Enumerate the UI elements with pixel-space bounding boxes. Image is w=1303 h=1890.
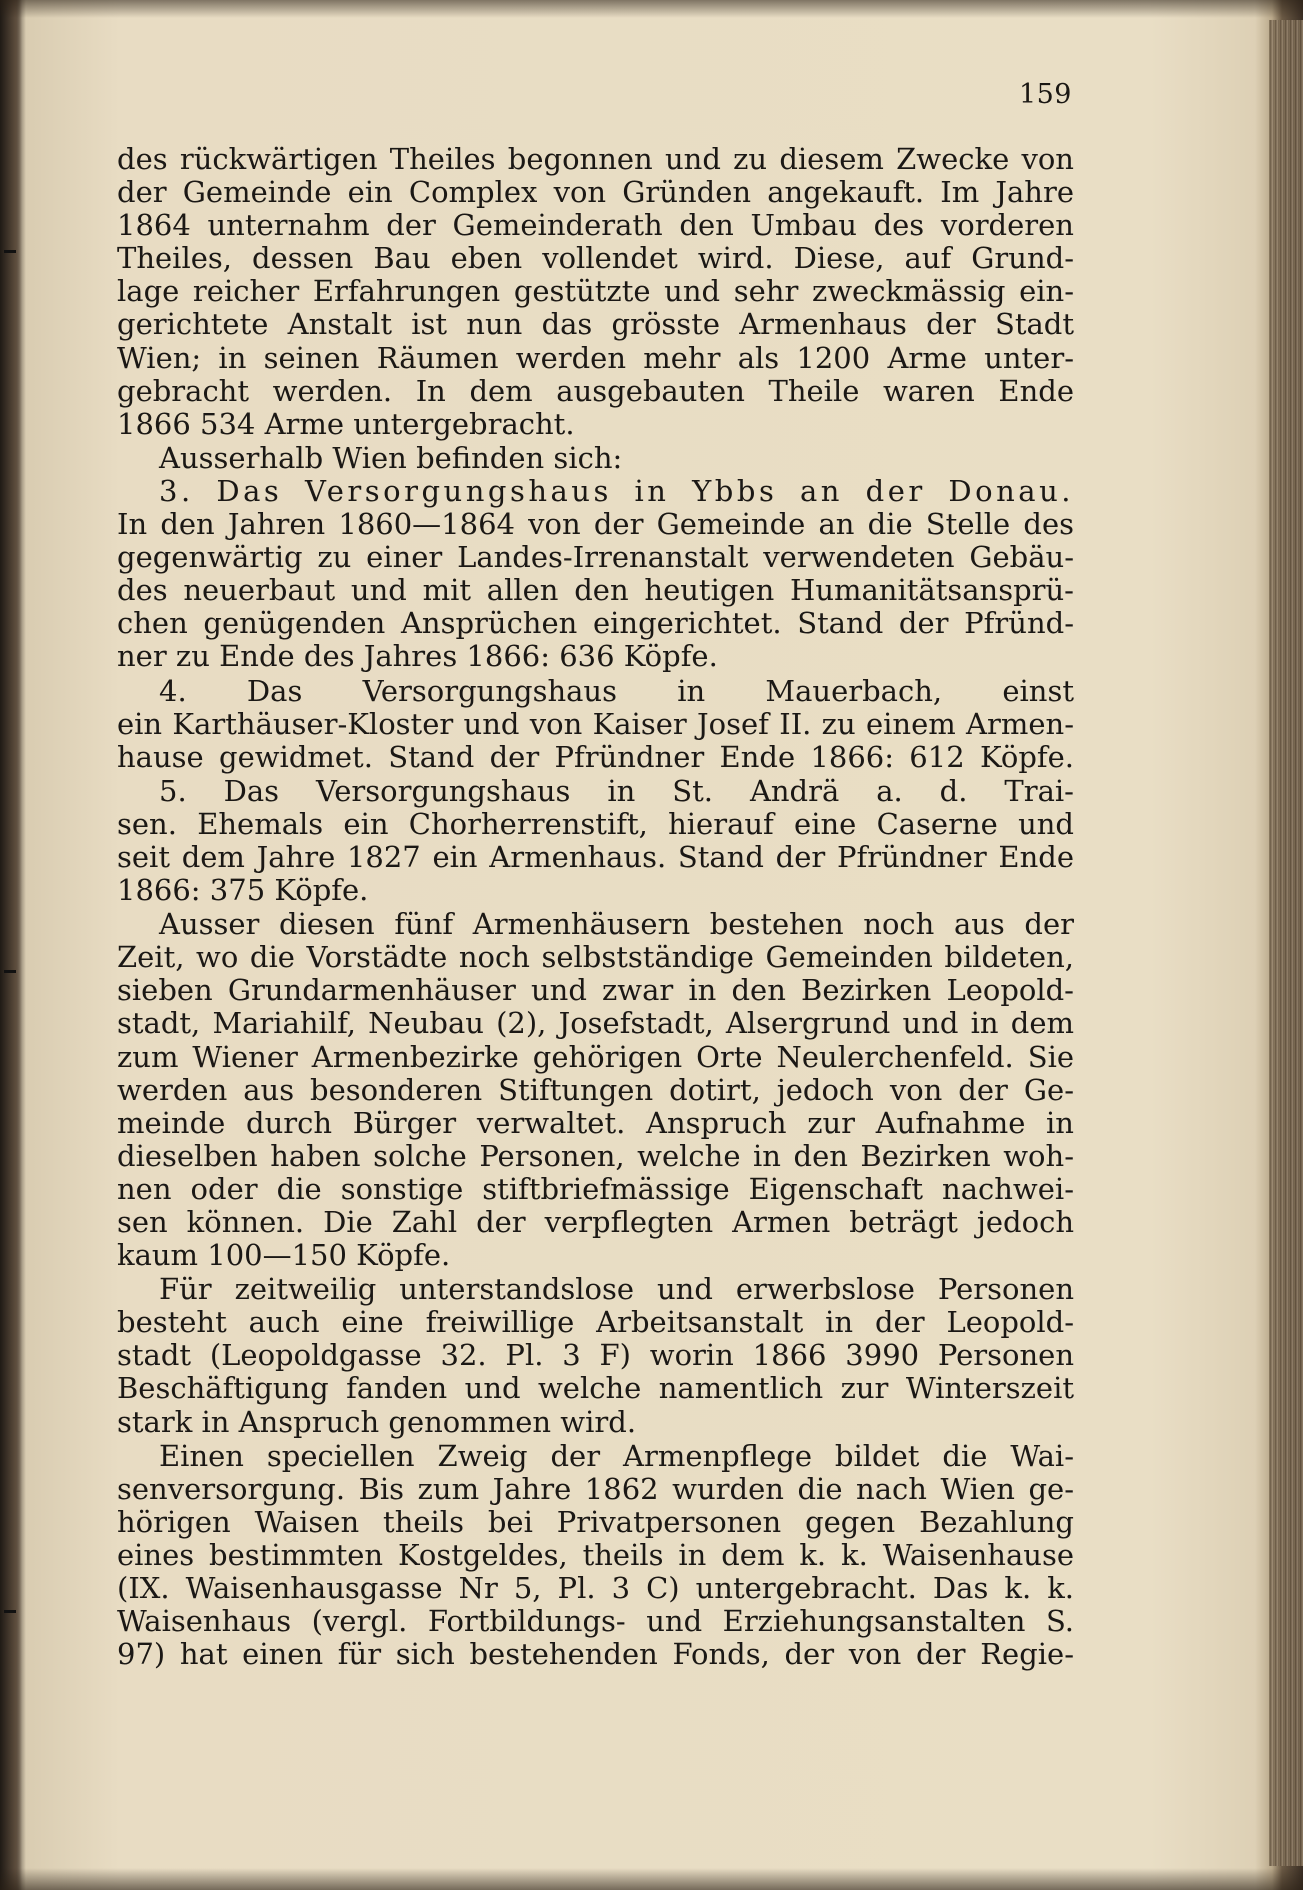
binding-stitch xyxy=(4,970,16,973)
text-line: seit dem Jahre 1827 ein Armenhaus. Stand der Pfründner Ende xyxy=(117,839,1074,874)
text-line: gerichtete Anstalt ist nun das grösste Armenhaus der Stadt xyxy=(117,307,1074,342)
text-line: lage reicher Erfahrungen gestützte und sehr zweckmässig ein- xyxy=(117,274,1074,309)
text-line: (IX. Waisenhausgasse Nr 5, Pl. 3 C) untergebracht. Das k. k. xyxy=(117,1571,1074,1606)
text-line: Wien; in seinen Räumen werden mehr als 1200 Arme unter- xyxy=(117,340,1074,375)
book-spine-edge xyxy=(0,0,22,1890)
page-shadow-top xyxy=(0,0,1303,18)
section-heading: 4. Das Versorgungshaus in Mauerbach, einst xyxy=(159,673,1074,708)
text-line: Ausser diesen fünf Armenhäusern bestehen noch aus der xyxy=(159,907,1074,942)
text-line: chen genügenden Ansprüchen eingerichtet. Stand der Pfründ- xyxy=(117,606,1074,641)
binding-stitch xyxy=(4,1610,16,1613)
text-line: eines bestimmten Kostgeldes, theils in dem k. k. Waisenhause xyxy=(117,1537,1074,1572)
text-line: meinde durch Bürger verwaltet. Anspruch zur Aufnahme in xyxy=(117,1105,1074,1140)
text-line: stark in Anspruch genommen wird. xyxy=(117,1404,637,1439)
text-line: hörigen Waisen theils bei Privatpersonen gegen Bezahlung xyxy=(117,1504,1074,1539)
text-line: Für zeitweilig unterstandslose und erwerbslose Personen xyxy=(159,1272,1074,1307)
text-line: sen können. Die Zahl der verpflegten Armen beträgt jedoch xyxy=(117,1205,1074,1239)
text-line: Ausserhalb Wien befinden sich: xyxy=(159,440,623,475)
text-line: hause gewidmet. Stand der Pfründner Ende 1866: 612 Köpfe. xyxy=(117,739,1074,774)
section-heading: 5. Das Versorgungshaus in St. Andrä a. d. Trai- xyxy=(159,773,1074,808)
text-line: werden aus besonderen Stiftungen dotirt, jedoch von der Ge- xyxy=(117,1072,1074,1107)
text-line: stadt (Leopoldgasse 32. Pl. 3 F) worin 1866 3990 Personen xyxy=(117,1338,1074,1373)
book-fore-edge xyxy=(1269,20,1303,1866)
text-line: 1866: 375 Köpfe. xyxy=(117,873,369,908)
section-heading: 3. Das Versorgungshaus in Ybbs an der Donau. xyxy=(159,473,1074,508)
text-line: nen oder die sonstige stiftbriefmässige Eigenschaft nachwei- xyxy=(117,1171,1074,1206)
text-line: des neuerbaut und mit allen den heutigen Humanitätsansprü- xyxy=(117,573,1074,608)
text-line: stadt, Mariahilf, Neubau (2), Josefstadt, Alsergrund und in dem xyxy=(117,1006,1074,1041)
text-line: ein Karthäuser-Kloster und von Kaiser Josef II. zu einem Armen- xyxy=(117,706,1074,741)
text-line: Waisenhaus (vergl. Fortbildungs- und Erziehungsanstalten S. xyxy=(117,1604,1074,1639)
text-line: kaum 100—150 Köpfe. xyxy=(117,1238,451,1273)
text-line: senversorgung. Bis zum Jahre 1862 wurden die nach Wien ge- xyxy=(117,1471,1074,1506)
text-line: dieselben haben solche Personen, welche in den Bezirken woh- xyxy=(117,1138,1074,1173)
text-line: zum Wiener Armenbezirke gehörigen Orte Neulerchenfeld. Sie xyxy=(117,1039,1074,1074)
page-number: 159 xyxy=(1018,79,1072,110)
text-line: 1866 534 Arme untergebracht. xyxy=(117,406,575,441)
body-text xyxy=(117,143,1074,1671)
text-line: des rückwärtigen Theiles begonnen und zu diesem Zwecke von xyxy=(117,142,1074,176)
text-line: sen. Ehemals ein Chorherrenstift, hierauf eine Caserne und xyxy=(117,806,1074,841)
text-line: sieben Grundarmenhäuser und zwar in den Bezirken Leopold- xyxy=(117,973,1074,1008)
text-line: Theiles, dessen Bau eben vollendet wird. Diese, auf Grund- xyxy=(117,241,1074,276)
binding-stitch xyxy=(4,250,16,253)
text-line: 97) hat einen für sich bestehenden Fonds, der von der Regie- xyxy=(117,1637,1074,1672)
page-shadow-bottom xyxy=(0,1868,1303,1890)
text-line: besteht auch eine freiwillige Arbeitsanstalt in der Leopold- xyxy=(117,1305,1074,1340)
text-line: der Gemeinde ein Complex von Gründen angekauft. Im Jahre xyxy=(117,175,1074,210)
text-line: ner zu Ende des Jahres 1866: 636 Köpfe. xyxy=(117,639,718,674)
text-line: gegenwärtig zu einer Landes-Irrenanstalt verwendeten Gebäu- xyxy=(117,540,1074,575)
text-line: Einen speciellen Zweig der Armenpflege bildet die Wai- xyxy=(159,1438,1074,1473)
text-line: 1864 unternahm der Gemeinderath den Umbau des vorderen xyxy=(117,208,1074,243)
text-line: Zeit, wo die Vorstädte noch selbstständige Gemeinden bildeten, xyxy=(117,940,1074,975)
text-line: Beschäftigung fanden und welche namentlich zur Winterszeit xyxy=(117,1371,1074,1406)
text-line: In den Jahren 1860—1864 von der Gemeinde an die Stelle des xyxy=(117,507,1074,542)
text-line: gebracht werden. In dem ausgebauten Theile waren Ende xyxy=(117,373,1074,408)
